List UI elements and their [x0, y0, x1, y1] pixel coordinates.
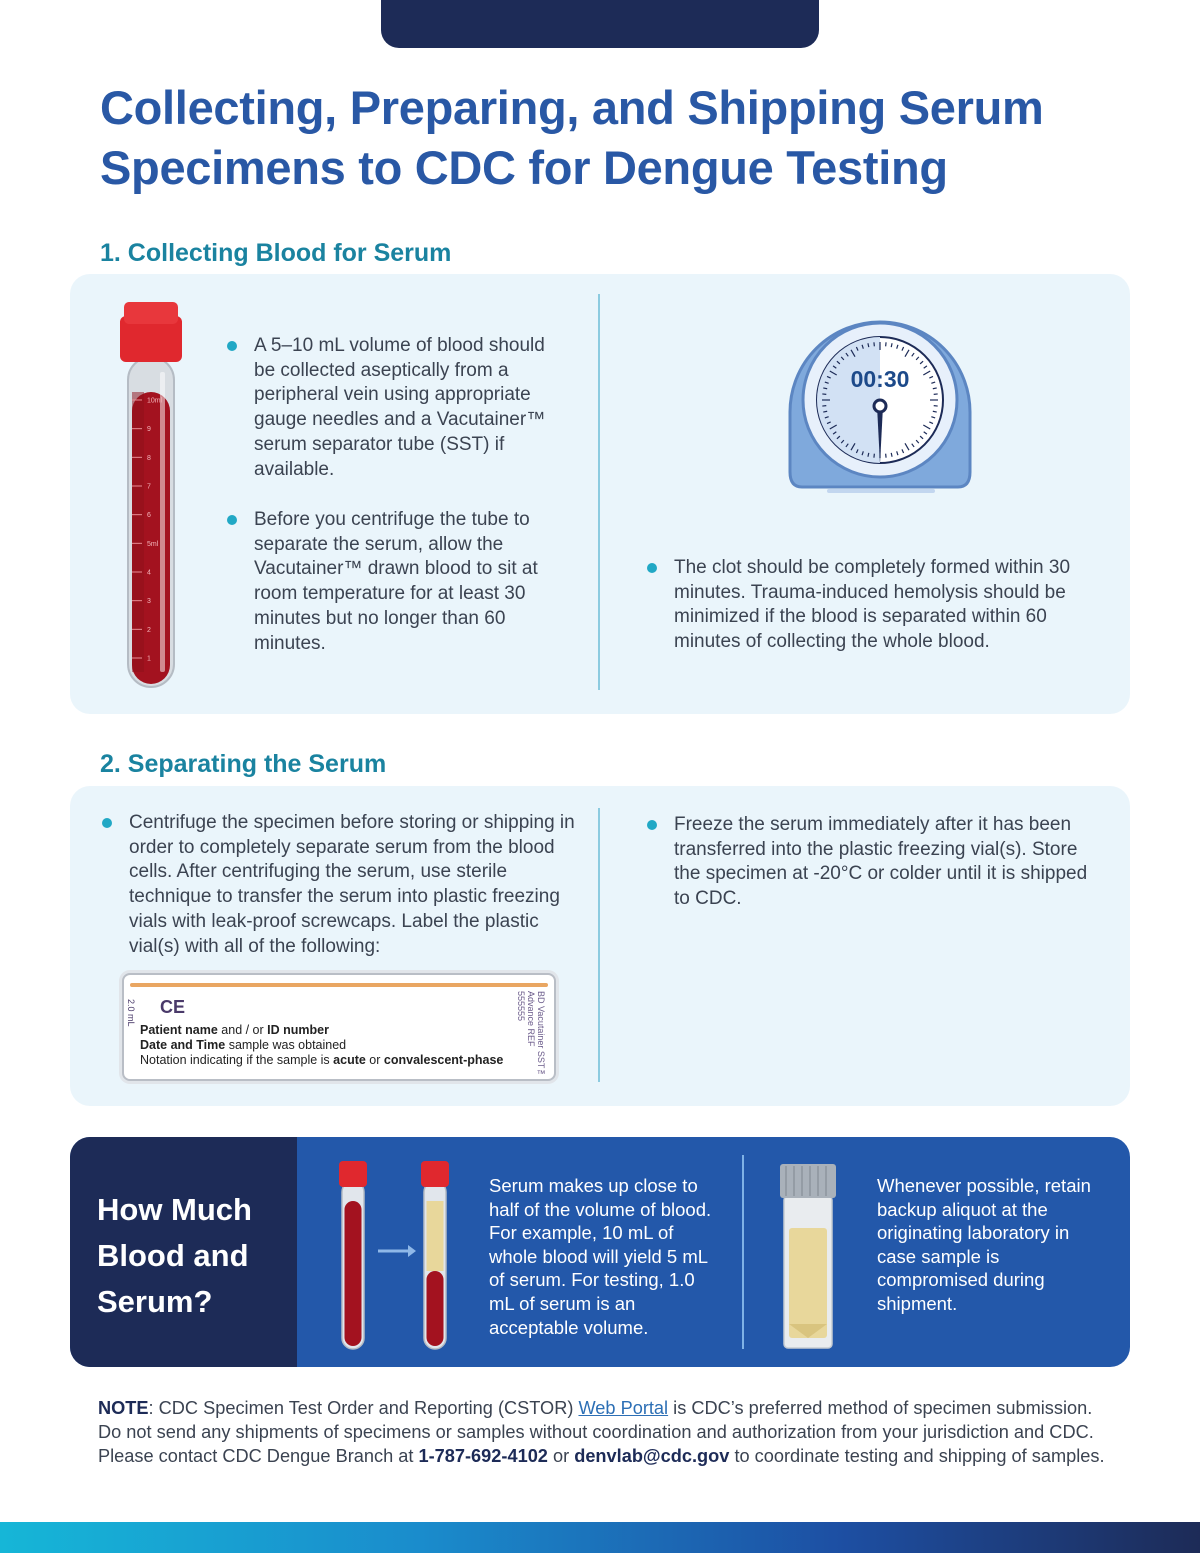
bullet-centrifuge-wait: Before you centrifuge the tube to separate the serum, allow the Vacutainer™ drawn blood to sit at room temperature for at least 30 minutes but no longer than 60 minutes.	[254, 508, 554, 656]
timer-tick	[823, 411, 827, 412]
tube-tick-label: 6	[147, 512, 151, 520]
blood-tube-icon	[120, 302, 182, 694]
banner-title: How Much Blood and Serum?	[97, 1192, 252, 1319]
tube-tick-label: 1	[147, 655, 151, 663]
email-address[interactable]: denvlab@cdc.gov	[574, 1446, 730, 1466]
tube-tick-label: 2	[147, 626, 151, 634]
bullet-dot	[647, 820, 657, 830]
vial-label-example	[122, 973, 556, 1081]
label-line-datetime: Date and Time sample was obtained	[140, 1038, 347, 1052]
tube-tick-label: 9	[147, 426, 151, 434]
tube-tick-label: 3	[147, 598, 151, 606]
label-line-patient: Patient name and / or ID number	[140, 1023, 329, 1037]
banner-divider	[742, 1155, 744, 1349]
bullet-freeze-serum: Freeze the serum immediately after it has been transferred into the plastic freezing vial(s). Store the specimen at -20°C or colder until it is shipped to CDC.	[674, 813, 1094, 912]
bullet-clot-formation: The clot should be completely formed within 30 minutes. Trauma-induced hemolysis should be minimized if the blood is separated within 60 minutes of collecting the whole blood.	[674, 556, 1094, 655]
footer-bar	[0, 1522, 1200, 1553]
bullet-dot	[227, 341, 237, 351]
timer-tick	[868, 453, 869, 457]
tube-tick-label: 4	[147, 569, 151, 577]
volume-mark: 2.0 mL	[126, 999, 136, 1027]
blood-serum-banner	[70, 1137, 1130, 1367]
tube-tick-label: 10ml	[147, 397, 163, 405]
label-stripe	[130, 983, 548, 987]
tube-tick-label: 8	[147, 454, 151, 462]
timer-tick	[891, 453, 892, 457]
tube-tick-label: 5ml	[147, 540, 159, 548]
label-brand-text: BD Vacutainer SST™ Advance REF 555555	[516, 991, 546, 1079]
page-title: Collecting, Preparing, and Shipping Serum Specimens to CDC for Dengue Testing	[100, 81, 1044, 194]
section-heading-separating: 2. Separating the Serum	[100, 750, 387, 778]
timer-display: 00:30	[850, 366, 910, 392]
timer-icon	[782, 302, 978, 502]
tube-comparison-icon	[336, 1155, 456, 1351]
bullet-dot	[227, 515, 237, 525]
label-line-notation: Notation indicating if the sample is acute or convalescent-phase	[140, 1053, 504, 1067]
bullet-centrifuge-transfer: Centrifuge the specimen before storing or shipping in order to completely separate serum from the blood cells. After centrifuging the serum, use sterile technique to transfer the serum into plastic freezing vials with leak-proof screwcaps. Label the plastic vial(s) with all of the following:	[129, 811, 585, 959]
serum-vial-icon	[778, 1162, 838, 1352]
tube-tick-label: 7	[147, 483, 151, 491]
backup-aliquot-text: Whenever possible, retain backup aliquot at the originating laboratory in case sample is compromised during shipment.	[877, 1175, 1091, 1314]
serum-volume-text: Serum makes up close to half of the volume of blood. For example, 10 mL of whole blood will yield 5 mL of serum. For testing, 1.0 mL of serum is an acceptable volume.	[489, 1175, 712, 1338]
bullet-dot	[102, 818, 112, 828]
panel-divider	[598, 294, 600, 690]
timer-tick	[868, 343, 869, 347]
section-heading-collecting: 1. Collecting Blood for Serum	[100, 239, 452, 267]
timer-tick	[891, 343, 892, 347]
phone-number: 1-787-692-4102	[418, 1446, 548, 1466]
bullet-blood-volume: A 5–10 mL volume of blood should be collected aseptically from a peripheral vein using appropriate gauge needles and a Vacutainer™ serum separator tube (SST) if available.	[254, 334, 554, 482]
web-portal-link[interactable]: Web Portal	[578, 1398, 669, 1418]
banner-title-block	[70, 1137, 297, 1367]
panel-divider	[598, 808, 600, 1082]
bullet-dot	[647, 563, 657, 573]
header-tab	[381, 0, 819, 48]
timer-tick	[933, 411, 937, 412]
ce-mark-icon: CE	[160, 997, 186, 1017]
note-paragraph: NOTE: CDC Specimen Test Order and Reporting (CSTOR) Web Portal is CDC’s preferred method of specimen submission. Do not send any shipments of specimens or samples without coordination and authorization from your jurisdiction and CDC. Please contact CDC Dengue Branch at 1-787-692-4102 or denvlab@cdc.gov to coordinate testing and shipping of samples.	[98, 1398, 1105, 1466]
